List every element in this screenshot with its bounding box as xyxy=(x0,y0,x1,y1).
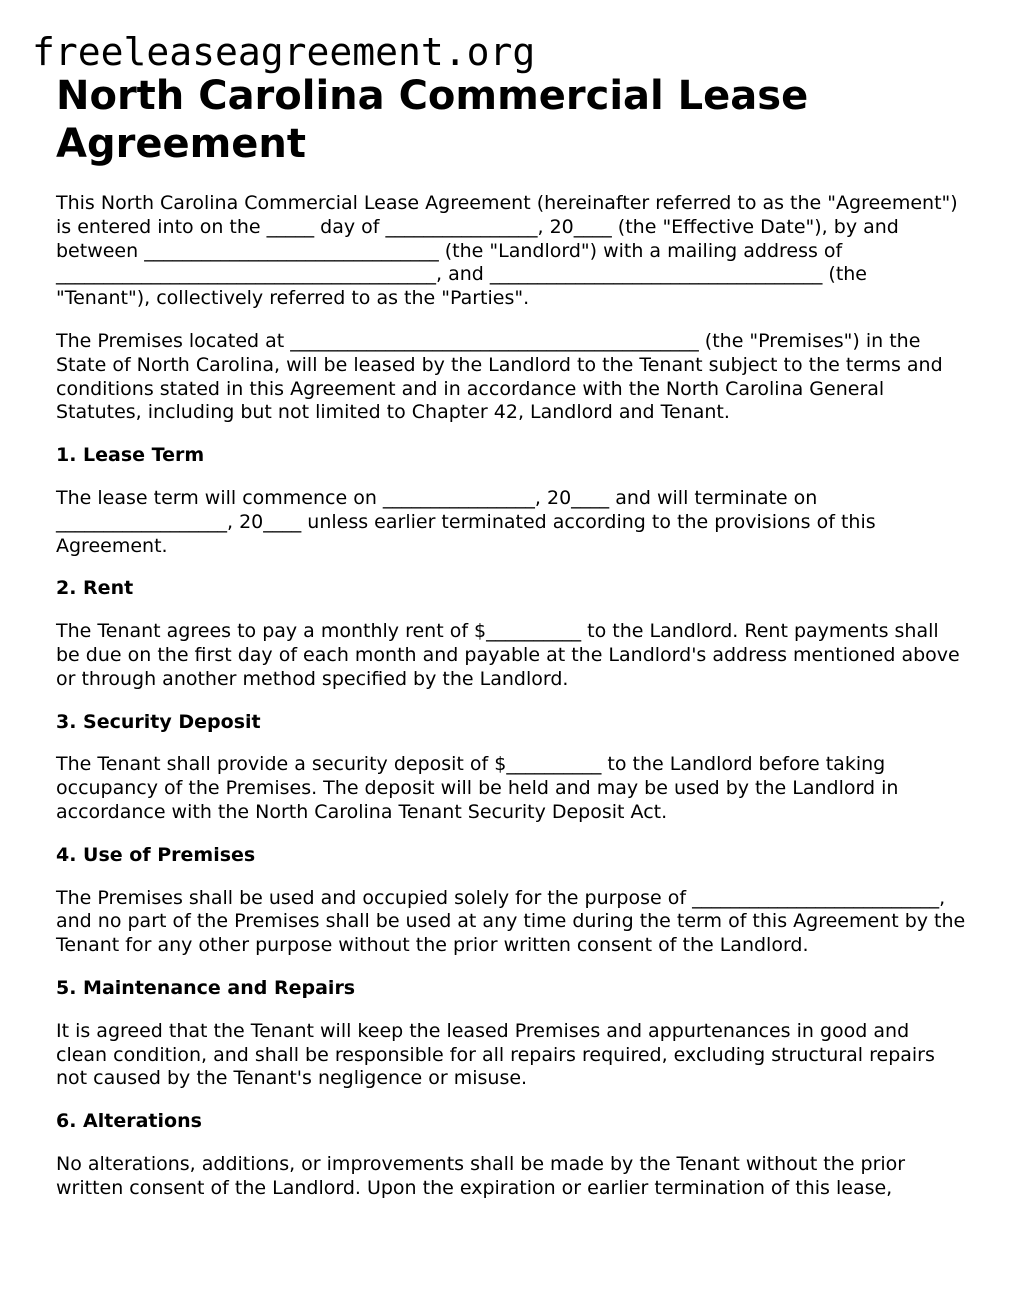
section-heading-alterations: 6. Alterations xyxy=(56,1110,202,1133)
document-title: North Carolina Commercial Lease Agreement xyxy=(56,73,809,167)
section-heading-security-deposit: 3. Security Deposit xyxy=(56,710,261,733)
section-body-rent: The Tenant agrees to pay a monthly rent of $__________ to the Landlord. Rent payments shall be due on the first day of each month and payable at the Landlord's address mentioned above or through another method specified by the Landlord. xyxy=(56,620,960,690)
site-watermark: freeleaseagreement.org xyxy=(32,30,536,74)
section-body-use-of-premises: The Premises shall be used and occupied solely for the purpose of __________________________, and no part of the Premises shall be used at any time during the term of this Agreement by the Tenant for any other purpose without the prior written consent of the Landlord. xyxy=(56,886,966,957)
section-heading-use-of-premises: 4. Use of Premises xyxy=(56,843,256,866)
section-body-maintenance: It is agreed that the Tenant will keep the leased Premises and appurtenances in good and clean condition, and shall be responsible for all repairs required, excluding structural repairs not caused by the Tenant's negligence or misuse. xyxy=(56,1019,935,1090)
intro-paragraph-parties: This North Carolina Commercial Lease Agreement (hereinafter referred to as the "Agreement") is entered into on the _____ day of ________________, 20____ (the "Effective Date"), by and between _______________________________ (the "Landlord") with a mailing address of ________________________________________, and ___________________________________ (the "Tenant"), collectively referred to as the "Parties". xyxy=(56,192,958,310)
section-body-alterations: No alterations, additions, or improvements shall be made by the Tenant without the prior written consent of the Landlord. Upon the expiration or earlier termination of this lease, xyxy=(56,1152,906,1199)
section-body-lease-term: The lease term will commence on ________________, 20____ and will terminate on __________________, 20____ unless earlier terminated according to the provisions of this Agreement. xyxy=(56,486,876,557)
document-body xyxy=(56,72,966,1220)
section-body-security-deposit: The Tenant shall provide a security deposit of $__________ to the Landlord before taking occupancy of the Premises. The deposit will be held and may be used by the Landlord in accordance with the North Carolina Tenant Security Deposit Act. xyxy=(56,753,899,823)
section-heading-rent: 2. Rent xyxy=(56,577,134,600)
intro-paragraph-premises: The Premises located at ___________________________________________ (the "Premises") in the State of North Carolina, will be leased by the Landlord to the Tenant subject to the terms and conditions stated in this Agreement and in accordance with the North Carolina General Statutes, including but not limited to Chapter 42, Landlord and Tenant. xyxy=(56,329,943,424)
section-heading-lease-term: 1. Lease Term xyxy=(56,444,205,467)
section-heading-maintenance: 5. Maintenance and Repairs xyxy=(56,976,356,999)
